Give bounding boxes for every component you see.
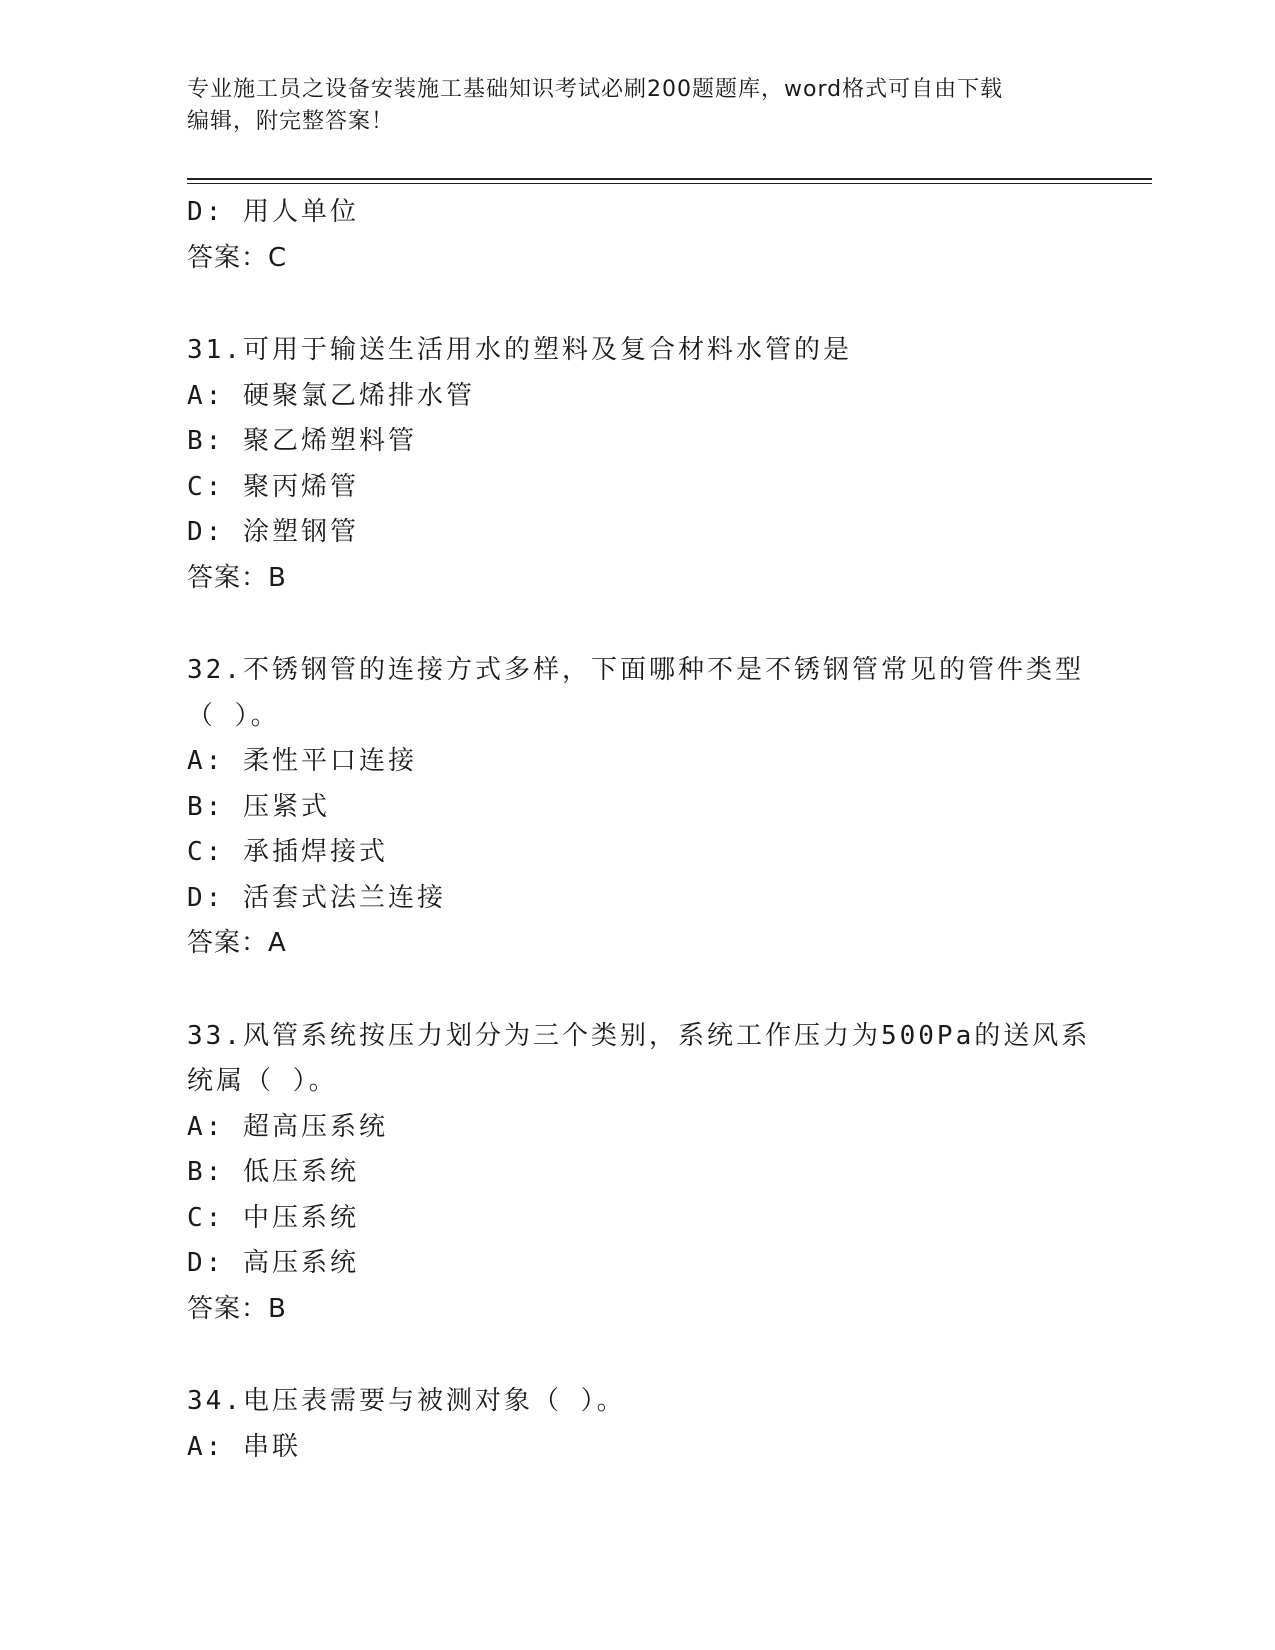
- header-line-2: 编辑，附完整答案！: [187, 109, 395, 134]
- option-d: D: 涂塑钢管: [187, 517, 359, 547]
- option-d: D: 用人单位: [187, 197, 359, 227]
- option-b: B: 低压系统: [187, 1157, 359, 1187]
- question-34: [187, 1379, 1087, 1470]
- option-d: D: 高压系统: [187, 1248, 359, 1278]
- answer: 答案：C: [187, 242, 288, 273]
- option-b: B: 聚乙烯塑料管: [187, 426, 417, 456]
- question-32: [187, 648, 1087, 967]
- header-rule-thick: [187, 178, 1152, 180]
- answer: 答案：A: [187, 928, 287, 958]
- question-31: [187, 328, 1087, 601]
- option-a: A: 柔性平口连接: [187, 746, 417, 776]
- answer: 答案：B: [187, 562, 287, 593]
- question-stem-line-2: 统属（ ）。: [187, 1066, 338, 1096]
- option-b: B: 压紧式: [187, 791, 330, 822]
- option-c: C: 中压系统: [187, 1202, 359, 1233]
- header-rule-thin: [187, 183, 1152, 184]
- question-list: [187, 190, 1091, 1470]
- header-line-1: 专业施工员之设备安装施工基础知识考试必刷200题题库，word格式可自由下载: [187, 77, 1004, 102]
- option-c: C: 聚丙烯管: [187, 471, 359, 502]
- question-30-tail: [187, 190, 1087, 281]
- question-stem-line-1: 32.不锈钢管的连接方式多样，下面哪种不是不锈钢管常见的管件类型: [187, 655, 1084, 685]
- option-a: A: 硬聚氯乙烯排水管: [187, 380, 475, 411]
- question-33: [187, 1014, 1091, 1333]
- question-stem-line-2: （ ）。: [187, 700, 280, 731]
- question-stem-line-1: 33.风管系统按压力划分为三个类别，系统工作压力为500Pa的送风系: [187, 1020, 1091, 1051]
- document-header: [187, 74, 1087, 138]
- option-c: C: 承插焊接式: [187, 837, 388, 867]
- option-a: A: 串联: [187, 1431, 301, 1462]
- option-a: A: 超高压系统: [187, 1111, 388, 1142]
- option-d: D: 活套式法兰连接: [187, 882, 446, 913]
- answer: 答案：B: [187, 1293, 287, 1324]
- question-stem: 31.可用于输送生活用水的塑料及复合材料水管的是: [187, 335, 852, 365]
- question-stem: 34.电压表需要与被测对象（ ）。: [187, 1386, 626, 1416]
